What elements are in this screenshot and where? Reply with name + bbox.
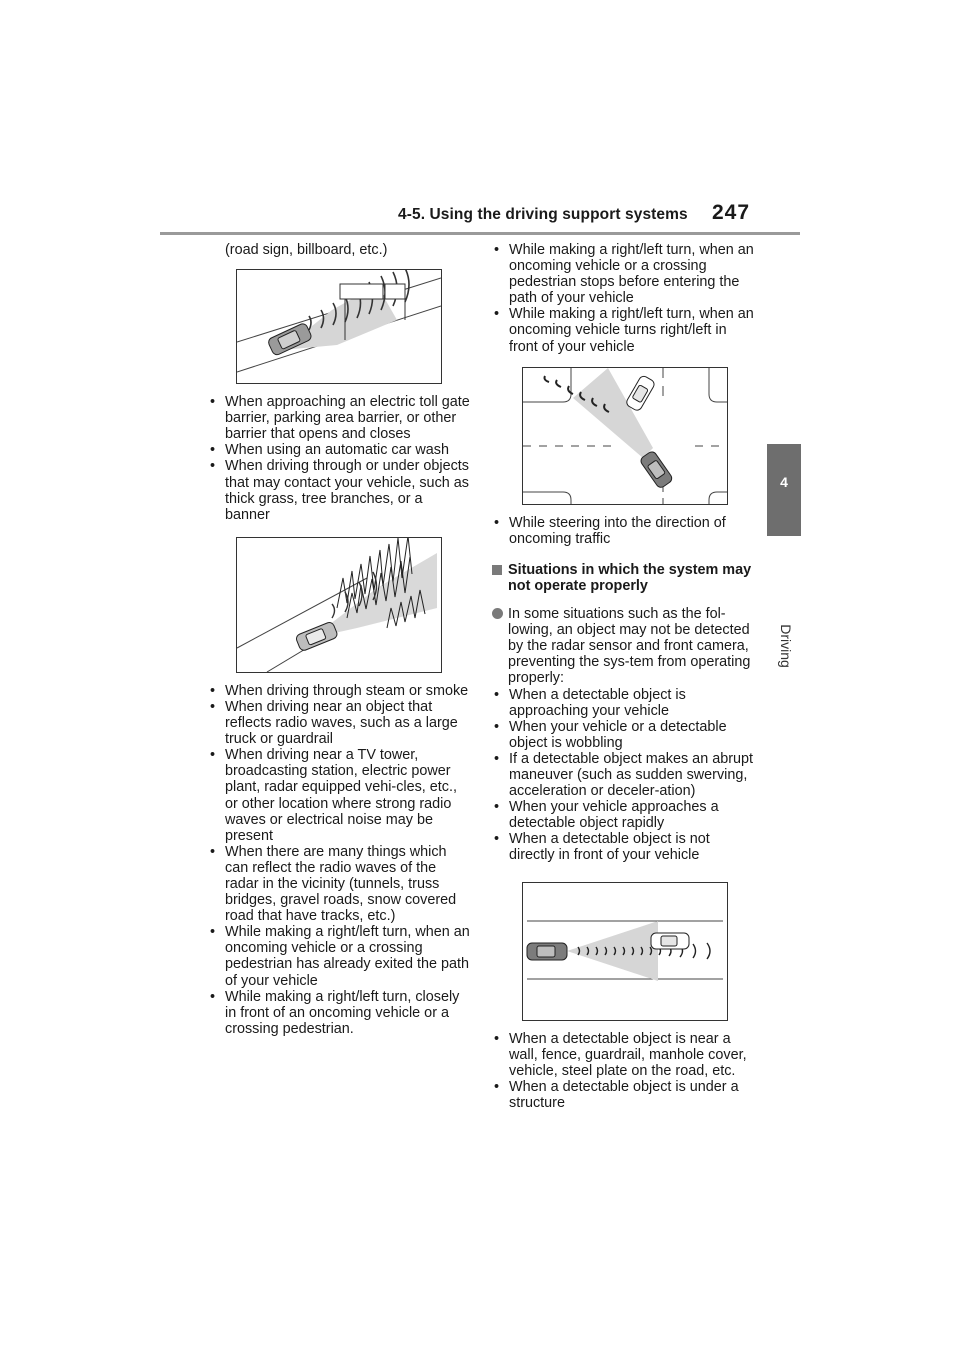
circle-paragraph (492, 606, 757, 686)
list-item: • When there are many things which can reflect the radio waves of the radar in the vicinity (tunnels, truss bridges, gravel roads, snow covered road that have tracks, etc.) (208, 844, 470, 924)
left-column (208, 242, 470, 1037)
chapter-label (770, 620, 798, 680)
bullet-list (208, 394, 470, 523)
list-item: • While making a right/left turn, when an oncoming vehicle or a crossing pedestrian stops before entering the path of your vehicle (492, 242, 757, 306)
list-item: • When a detectable object is under a structure (492, 1079, 757, 1111)
list-item: • When driving near an object that reflects radio waves, such as a large truck or guardrail (208, 699, 470, 747)
illustration-intersection (522, 367, 728, 505)
heading-square-icon (492, 565, 502, 575)
list-item: • When a detectable object is near a wall, fence, guardrail, manhole cover, vehicle, steel plate on the road, etc. (492, 1031, 757, 1079)
section-heading (492, 562, 757, 594)
illustration-grass (236, 537, 442, 673)
bullet-list (492, 242, 757, 355)
list-item: • When a detectable object is not directly in front of your vehicle (492, 831, 757, 863)
circle-paragraph-text: In some situations such as the fol-lowing, an object may not be detected by the radar sensor and front camera, preventing the sys-tem from operating properly: (508, 606, 751, 687)
list-item: • When your vehicle or a detectable object is wobbling (492, 719, 757, 751)
list-item: • When your vehicle approaches a detectable object rapidly (492, 799, 757, 831)
chapter-tab (767, 444, 801, 536)
intro-continuation: (road sign, billboard, etc.) (225, 242, 388, 258)
list-item: • When approaching an electric toll gate barrier, parking area barrier, or other barrier that opens and closes (208, 394, 470, 442)
illustration-road-sign (236, 269, 442, 384)
list-item: • When using an automatic car wash (208, 442, 470, 458)
list-item: • When driving near a TV tower, broadcasting station, electric power plant, radar equipped vehi-cles, etc., or other location where strong radio waves or electrical noise may be present (208, 747, 470, 844)
list-item: • If a detectable object makes an abrupt maneuver (such as sudden swerving, acceleration or deceler-ation) (492, 751, 757, 799)
section-heading-text: Situations in which the system may not operate properly (508, 561, 752, 594)
circle-bullet-icon (492, 608, 503, 619)
page-number: 247 (712, 201, 751, 224)
list-item: • While steering into the direction of oncoming traffic (492, 515, 757, 547)
bullet-list (492, 687, 757, 864)
section-title: 4-5. Using the driving support systems (398, 206, 688, 223)
list-item: • While making a right/left turn, when an oncoming vehicle or a crossing pedestrian has already exited the path of your vehicle (208, 924, 470, 988)
list-item: • When driving through or under objects that may contact your vehicle, such as thick grass, tree branches, or a banner (208, 458, 470, 522)
illustration-offset-vehicle (522, 882, 728, 1021)
list-item: • When driving through steam or smoke (208, 683, 470, 699)
chapter-label-text: Driving (778, 624, 794, 668)
list-item: • While making a right/left turn, closely in front of an oncoming vehicle or a crossing pedestrian. (208, 989, 470, 1037)
list-item: • While making a right/left turn, when an oncoming vehicle turns right/left in front of your vehicle (492, 306, 757, 354)
bullet-list (208, 683, 470, 1037)
chapter-number: 4 (780, 474, 788, 490)
bullet-list (492, 1031, 757, 1111)
header-rule (160, 232, 800, 235)
bullet-list (492, 515, 757, 547)
list-item: • When a detectable object is approaching your vehicle (492, 687, 757, 719)
right-column (492, 242, 757, 1111)
